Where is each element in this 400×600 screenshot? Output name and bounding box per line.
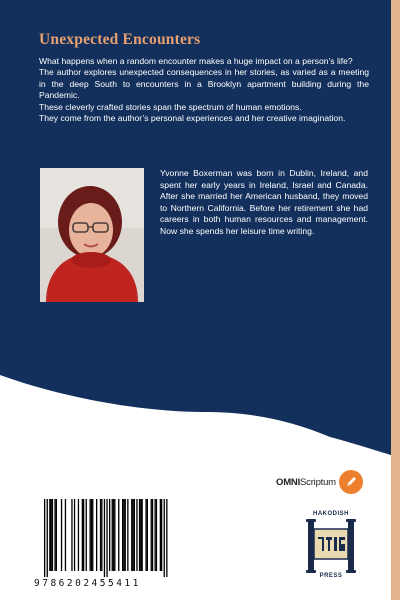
press-label: PRESS (319, 573, 343, 579)
barcode-bar (90, 499, 91, 571)
barcode-bar (125, 499, 126, 571)
barcode-bar (140, 499, 141, 571)
logo-scriptum-text: Scriptum (300, 476, 336, 488)
barcode-bar (142, 499, 143, 571)
barcode-bar (156, 499, 157, 571)
logo-omni-text: OMNI (276, 476, 301, 488)
hakodish-press-logo (296, 511, 366, 581)
barcode-bar (71, 499, 72, 571)
barcode-bar (112, 499, 113, 571)
barcode-bar (136, 499, 137, 571)
barcode-bar (160, 499, 161, 571)
barcode-bar (61, 499, 62, 571)
barcode-bar (151, 499, 152, 571)
barcode-bar (44, 499, 45, 577)
blurb-paragraph: They come from the author’s personal experiences and her creative imagination. (39, 113, 346, 124)
barcode-bar (164, 499, 165, 577)
blurb-paragraph: The author explores unexpected consequences in her stories, as varied as a meeting in the deep South to encounters in a Brooklyn apartment building during the Pandemic. (39, 67, 369, 101)
isbn-barcode (38, 497, 180, 579)
barcode-bar (139, 499, 140, 571)
barcode-bar (109, 499, 110, 571)
barcode-bar (104, 499, 105, 577)
barcode-bar (127, 499, 128, 571)
barcode-bar (101, 499, 102, 571)
barcode-bar (147, 499, 148, 571)
barcode-bar (82, 499, 83, 571)
barcode-bar (114, 499, 115, 571)
barcode-bar (131, 499, 132, 571)
author-photo (40, 168, 144, 302)
barcode-bar (65, 499, 66, 571)
barcode-bar (152, 499, 153, 571)
barcode-bar (123, 499, 124, 571)
barcode-bar (92, 499, 93, 571)
pencil-icon (339, 470, 363, 494)
omniscriptum-logo (276, 468, 363, 496)
barcode-bar (166, 499, 167, 577)
isbn-number: 9786202455411 (34, 578, 141, 589)
barcode-bar (54, 499, 55, 571)
barcode-bar (52, 499, 53, 571)
barcode-bar (145, 499, 146, 571)
barcode-bar (118, 499, 119, 571)
barcode-bar (86, 499, 87, 571)
barcode-bar (161, 499, 162, 571)
blurb-paragraph: What happens when a random encounter makes a huge impact on a person’s life? (39, 56, 353, 66)
barcode-bar (56, 499, 57, 571)
barcode-bar (100, 499, 101, 571)
barcode-bar (74, 499, 75, 571)
barcode-bar (49, 499, 50, 571)
barcode-bar (122, 499, 123, 571)
barcode-bar (155, 499, 156, 571)
book-blurb (39, 56, 369, 124)
hakodish-label: HAKODISH (312, 511, 349, 517)
spine-strip (391, 0, 400, 600)
barcode-bar (83, 499, 84, 571)
barcode-bar (106, 499, 107, 577)
barcode-bar (134, 499, 135, 571)
author-bio: Yvonne Boxerman was born in Dublin, Ireland, and spent her early years in Ireland, Israel and Canada. After she married her American husband, they moved to Northern California. Before her retirement she had careers in both human resources and management. Now she spends her leisure time writing. (160, 168, 368, 236)
book-title: Unexpected Encounters (39, 31, 201, 48)
barcode-bar (47, 499, 48, 577)
barcode-bar (113, 499, 114, 571)
barcode-bar (91, 499, 92, 571)
barcode-bar (51, 499, 52, 571)
blurb-paragraph: These cleverly crafted stories span the spectrum of human emotions. (39, 101, 302, 112)
barcode-bar (96, 499, 97, 571)
barcode-bar (132, 499, 133, 571)
barcode-bar (78, 499, 79, 571)
